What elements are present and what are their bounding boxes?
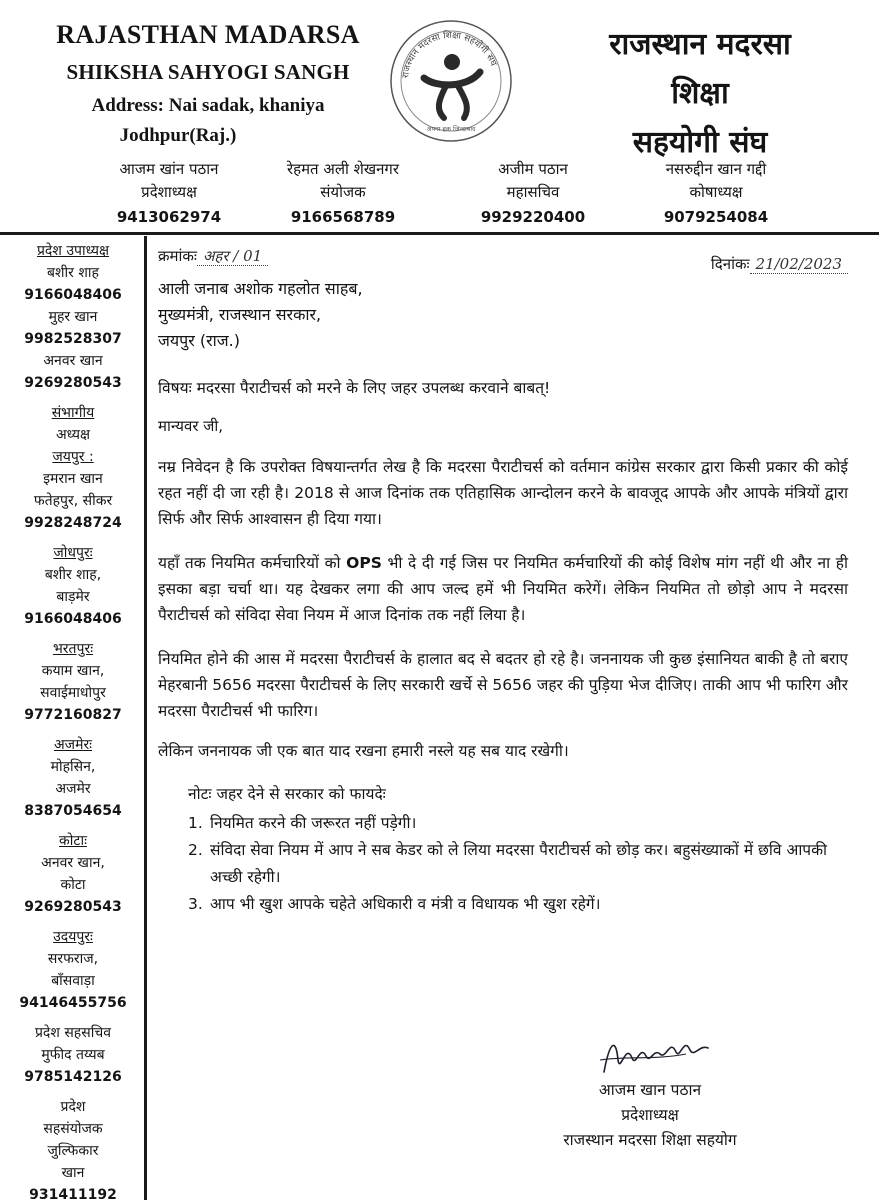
sidebar-phone: 9772160827 xyxy=(24,707,122,723)
sidebar-place: फतेहपुर, सीकर xyxy=(33,493,113,509)
paragraph-2 xyxy=(158,550,848,628)
sidebar-phone: 94146455756 xyxy=(19,995,127,1011)
official-phone: 9413062974 xyxy=(116,208,222,226)
svg-text:राजस्थान मदरसा शिक्षा सहयोगी स xyxy=(401,29,498,79)
header-divider xyxy=(0,232,879,235)
sidebar-phone: 9166048406 xyxy=(24,287,122,303)
note-number: 1. xyxy=(188,814,203,832)
official-president xyxy=(104,158,234,229)
sidebar-phone: 9928248724 xyxy=(24,515,122,531)
address-line2: Jodhpur(Raj.) xyxy=(119,125,237,146)
note-item xyxy=(188,810,848,837)
sidebar-city-bharatpur: भरतपुरः xyxy=(52,641,94,657)
sidebar-title-divisional: संभागीय xyxy=(51,405,95,421)
org-name-hindi-line3: सहयोगी संघ xyxy=(632,125,768,160)
org-name-english-line1: RAJASTHAN MADARSA xyxy=(56,20,360,49)
paragraph-4: लेकिन जननायक जी एक बात याद रखना हमारी नस्ले यह सब याद रखेगी। xyxy=(158,742,569,760)
letterhead-english xyxy=(28,20,388,147)
sidebar-city-ajmer: अजमेरः xyxy=(53,737,92,753)
org-address xyxy=(28,95,388,147)
sidebar-name: खान xyxy=(61,1165,85,1181)
sidebar-phone: 931411192 xyxy=(29,1187,117,1200)
sidebar-name: कयाम खान, xyxy=(41,663,105,679)
sidebar-city-jaipur: जयपुर : xyxy=(52,449,94,465)
seal-ring-text: राजस्थान मदरसा शिक्षा सहयोगी संघ xyxy=(401,30,499,79)
note-text: नियमित करने की जरूरत नहीं पड़ेगी। xyxy=(210,814,417,832)
official-general-secretary xyxy=(468,158,598,229)
sidebar-name: इमरान खान xyxy=(43,471,103,487)
official-phone: 9929220400 xyxy=(480,208,586,226)
org-name-english-line2: SHIKSHA SAHYOGI SANGH xyxy=(66,60,350,84)
letter-subject: विषयः मदरसा पैराटीचर्स को मरने के लिए जहर उपलब्ध करवाने बाबत्! xyxy=(158,379,551,397)
letter-salutation: मान्यवर जी, xyxy=(158,417,224,435)
sidebar-name: जुल्फिकार xyxy=(47,1143,99,1159)
reference-number: अहर / 01 xyxy=(197,247,268,266)
org-name-hindi-line2: शिक्षा xyxy=(671,76,729,111)
official-name: रेहमत अली शेखनगर xyxy=(286,160,400,178)
signatory-block xyxy=(500,1078,800,1153)
sidebar-city-udaipur: उदयपुरः xyxy=(53,929,93,945)
sidebar-name: सरफराज, xyxy=(47,951,99,967)
signatory-title: प्रदेशाध्यक्ष xyxy=(621,1106,679,1124)
official-name: नसरुद्दीन खान गद्दी xyxy=(665,160,767,178)
note-item xyxy=(188,891,848,918)
sidebar-title-president: अध्यक्ष xyxy=(55,427,91,443)
sidebar-phone: 9269280543 xyxy=(24,899,122,915)
note-text: आप भी खुश आपके चहेते अधिकारी व मंत्री व विधायक भी खुश रहेगें। xyxy=(210,895,601,913)
sidebar-name: बशीर शाह xyxy=(47,265,99,281)
sidebar-title-joint-secretary: प्रदेश सहसचिव xyxy=(34,1025,112,1041)
addressee-block xyxy=(158,276,848,354)
date-label: दिनांकः xyxy=(710,255,750,273)
ops-term: OPS xyxy=(346,554,382,572)
sidebar-place: सवाईमाधोपुर xyxy=(40,685,106,701)
note-section xyxy=(188,782,848,918)
sidebar-phone: 9982528307 xyxy=(24,331,122,347)
note-title: नोटः जहर देने से सरकार को फायदेः xyxy=(188,785,386,803)
sidebar-phone: 9269280543 xyxy=(24,375,122,391)
sidebar-place: बाँसवाड़ा xyxy=(51,973,95,989)
org-name-hindi-line1: राजस्थान मदरसा xyxy=(609,27,791,62)
reference-row xyxy=(158,246,848,273)
paragraph-2-text-a: यहाँ तक नियमित कर्मचारियों को xyxy=(158,554,347,572)
handwritten-signature xyxy=(596,1030,716,1080)
official-phone: 9079254084 xyxy=(663,208,769,226)
official-name: आजम खांन पठान xyxy=(119,160,219,178)
sidebar-divider xyxy=(144,236,147,1200)
letter-body xyxy=(158,246,848,918)
org-seal-logo xyxy=(386,6,516,156)
sidebar-name: मोहसिन, xyxy=(50,759,96,775)
addressee-line2: मुख्यमंत्री, राजस्थान सरकार, xyxy=(158,305,322,324)
official-convener xyxy=(238,158,448,229)
note-text: संविदा सेवा नियम में आप ने सब केडर को ले लिया मदरसा पैराटीचर्स को छोड़ कर। बहुसंख्याकों में छवि आपकी अच्छी रहेगी। xyxy=(210,841,828,886)
sidebar-name: अनवर खान xyxy=(43,353,103,369)
note-number: 2. xyxy=(188,841,203,859)
reference-label: क्रमांकः xyxy=(158,247,197,265)
sidebar-name: मुफीद तय्यब xyxy=(41,1047,105,1063)
signatory-name: आजम खान पठान xyxy=(598,1081,702,1099)
official-title: संयोजक xyxy=(320,183,366,201)
sidebar-title-state: प्रदेश xyxy=(60,1099,86,1115)
date-value: 21/02/2023 xyxy=(750,255,848,274)
addressee-line3: जयपुर (राज.) xyxy=(158,331,241,350)
sidebar-place: कोटा xyxy=(60,877,86,893)
official-treasurer xyxy=(616,158,816,229)
signatory-org: राजस्थान मदरसा शिक्षा सहयोग xyxy=(563,1131,737,1149)
officials-row xyxy=(0,158,879,228)
letterhead-hindi xyxy=(540,22,860,161)
sidebar-name: अनवर खान, xyxy=(41,855,105,871)
sidebar-name: मुहर खान xyxy=(48,309,98,325)
sidebar-name: बशीर शाह, xyxy=(44,567,102,583)
official-phone: 9166568789 xyxy=(290,208,396,226)
sidebar-place: बाड़मेर xyxy=(56,589,90,605)
note-number: 3. xyxy=(188,895,203,913)
seal-bottom-text: अपना हक जिन्दाबाद xyxy=(426,125,476,133)
official-title: कोषाध्यक्ष xyxy=(689,183,743,201)
official-title: महासचिव xyxy=(506,183,560,201)
date-field xyxy=(711,254,848,274)
official-title: प्रदेशाध्यक्ष xyxy=(141,183,197,201)
sidebar-title-co-convener: सहसंयोजक xyxy=(43,1121,103,1137)
official-name: अजीम पठान xyxy=(498,160,568,178)
paragraph-2-text-b: भी दे दी गई जिस पर नियमित कर्मचारियों की कोई विशेष मांग नहीं थी और ना ही इसका बड़ा चर्चा था। यह देखकर लगा की आप जल्द हमें भी नियमित करेगें। लेकिन नियमित तो छोड़ो आप ने मदरसा पैराटीचर्स को संविदा सेवा नियम में आज दिनांक तक नहीं लिया है। xyxy=(158,554,848,624)
office-bearers-sidebar xyxy=(6,240,140,1200)
sidebar-title-vice-president: प्रदेश उपाध्यक्ष xyxy=(36,243,110,259)
sidebar-city-kota: कोटाः xyxy=(59,833,87,849)
paragraph-3: नियमित होने की आस में मदरसा पैराटीचर्स के हालात बद से बदतर हो रहे है। जननायक जी कुछ इंसानियत बाकी है तो बराए मेहरबानी 5656 मदरसा पैराटीचर्स के लिए सरकारी खर्चे से 5656 जहर की पुड़िया भेज दीजिए। ताकी आप भी फारिग और मदरसा पैराटीचर्स भी फारिग। xyxy=(158,650,848,720)
sidebar-phone: 9785142126 xyxy=(24,1069,122,1085)
paragraph-1: नम्र निवेदन है कि उपरोक्त विषयान्तर्गत लेख है कि मदरसा पैराटीचर्स को वर्तमान कांग्रेस सरकार द्वारा किसी प्रकार की कोई रहत नहीं दी जा रही है। 2018 से आज दिनांक तक एतिहासिक आन्दोलन करने के बावजूद आपके और आपके मंत्रियों द्वारा सिर्फ और सिर्फ आश्वासन ही दिया गया। xyxy=(158,458,848,528)
sidebar-place: अजमेर xyxy=(55,781,91,797)
address-line1: Address: Nai sadak, khaniya xyxy=(91,95,325,116)
sidebar-phone: 8387054654 xyxy=(24,803,122,819)
addressee-line1: आली जनाब अशोक गहलोत साहब, xyxy=(158,279,363,298)
note-item xyxy=(188,837,848,891)
sidebar-phone: 9166048406 xyxy=(24,611,122,627)
note-list xyxy=(188,810,848,918)
sidebar-city-jodhpur: जोधपुरः xyxy=(53,545,93,561)
